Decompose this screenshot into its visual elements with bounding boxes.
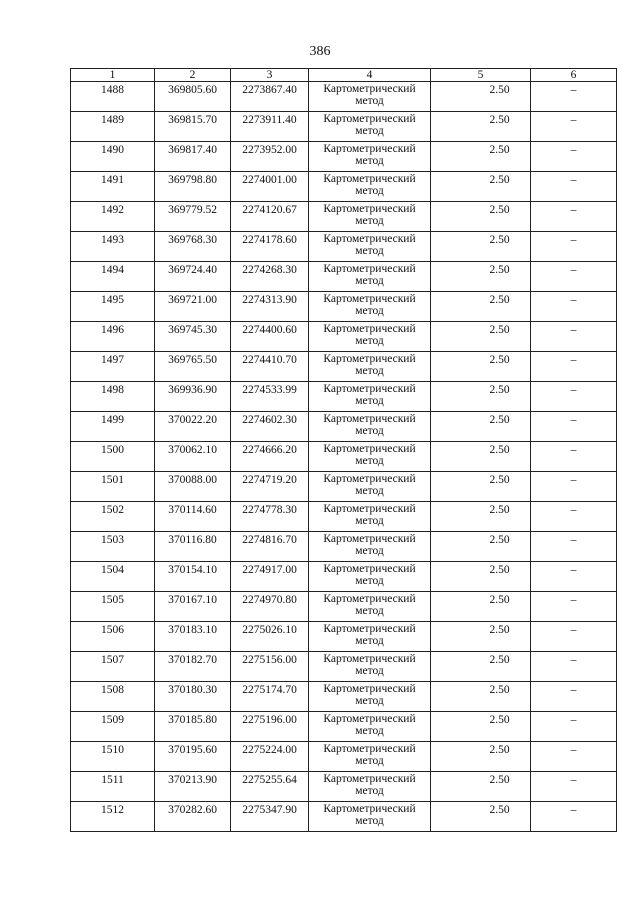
coordinate-y-cell: 2275255.64 [231,772,309,802]
note-cell: – [531,352,617,382]
note-cell: – [531,172,617,202]
table-row [71,622,617,652]
coordinate-x-cell: 370282.60 [155,802,231,832]
table-row [71,82,617,112]
precision-cell: 2.50 [431,592,531,622]
coordinate-x-cell: 369765.50 [155,352,231,382]
point-number-cell: 1507 [71,652,155,682]
point-number-cell: 1509 [71,712,155,742]
coordinate-y-cell: 2275196.00 [231,712,309,742]
note-cell: – [531,442,617,472]
page-number: 386 [309,44,331,59]
table-row [71,382,617,412]
coordinate-y-cell: 2275026.10 [231,622,309,652]
table-row [71,562,617,592]
note-cell: – [531,682,617,712]
point-number-cell: 1489 [71,112,155,142]
point-number-cell: 1496 [71,322,155,352]
table-row [71,262,617,292]
coordinate-x-cell: 370195.60 [155,742,231,772]
point-number-cell: 1506 [71,622,155,652]
table-row [71,202,617,232]
note-cell: – [531,742,617,772]
method-cell: Картометрический метод [309,172,431,202]
note-cell: – [531,262,617,292]
method-cell: Картометрический метод [309,772,431,802]
point-number-cell: 1504 [71,562,155,592]
note-cell: – [531,802,617,832]
note-cell: – [531,652,617,682]
method-cell: Картометрический метод [309,322,431,352]
precision-cell: 2.50 [431,382,531,412]
coordinate-x-cell: 369721.00 [155,292,231,322]
method-cell: Картометрический метод [309,202,431,232]
table-row [71,682,617,712]
point-number-cell: 1491 [71,172,155,202]
coordinate-y-cell: 2274178.60 [231,232,309,262]
method-cell: Картометрический метод [309,352,431,382]
table-row [71,652,617,682]
note-cell: – [531,112,617,142]
precision-cell: 2.50 [431,682,531,712]
column-header-3: 3 [231,69,309,82]
coordinate-x-cell: 369745.30 [155,322,231,352]
note-cell: – [531,562,617,592]
point-number-cell: 1494 [71,262,155,292]
table-row [71,352,617,382]
table-row [71,412,617,442]
note-cell: – [531,532,617,562]
precision-cell: 2.50 [431,472,531,502]
precision-cell: 2.50 [431,202,531,232]
precision-cell: 2.50 [431,802,531,832]
method-cell: Картометрический метод [309,442,431,472]
coordinate-y-cell: 2274602.30 [231,412,309,442]
precision-cell: 2.50 [431,142,531,172]
precision-cell: 2.50 [431,772,531,802]
precision-cell: 2.50 [431,292,531,322]
coordinate-x-cell: 369724.40 [155,262,231,292]
point-number-cell: 1490 [71,142,155,172]
method-cell: Картометрический метод [309,412,431,442]
note-cell: – [531,142,617,172]
coordinate-x-cell: 370022.20 [155,412,231,442]
coordinate-y-cell: 2274001.00 [231,172,309,202]
method-cell: Картометрический метод [309,382,431,412]
coordinate-y-cell: 2274400.60 [231,322,309,352]
coordinate-x-cell: 369779.52 [155,202,231,232]
method-cell: Картометрический метод [309,232,431,262]
point-number-cell: 1492 [71,202,155,232]
precision-cell: 2.50 [431,82,531,112]
header-row [71,69,617,82]
point-number-cell: 1497 [71,352,155,382]
column-header-5: 5 [431,69,531,82]
note-cell: – [531,382,617,412]
coordinate-x-cell: 370180.30 [155,682,231,712]
point-number-cell: 1510 [71,742,155,772]
coordinate-x-cell: 370062.10 [155,442,231,472]
table-row [71,802,617,832]
method-cell: Картометрический метод [309,532,431,562]
precision-cell: 2.50 [431,622,531,652]
method-cell: Картометрический метод [309,472,431,502]
coordinate-y-cell: 2275174.70 [231,682,309,712]
table-row [71,142,617,172]
note-cell: – [531,292,617,322]
coordinate-y-cell: 2274313.90 [231,292,309,322]
note-cell: – [531,232,617,262]
precision-cell: 2.50 [431,232,531,262]
column-header-6: 6 [531,69,617,82]
point-number-cell: 1500 [71,442,155,472]
column-header-1: 1 [71,69,155,82]
method-cell: Картометрический метод [309,622,431,652]
coordinate-y-cell: 2275224.00 [231,742,309,772]
point-number-cell: 1511 [71,772,155,802]
precision-cell: 2.50 [431,562,531,592]
precision-cell: 2.50 [431,712,531,742]
table-row [71,742,617,772]
method-cell: Картометрический метод [309,562,431,592]
coordinate-x-cell: 369798.80 [155,172,231,202]
coordinate-x-cell: 370088.00 [155,472,231,502]
point-number-cell: 1505 [71,592,155,622]
coordinate-x-cell: 370116.80 [155,532,231,562]
coordinate-y-cell: 2274410.70 [231,352,309,382]
coordinate-x-cell: 369936.90 [155,382,231,412]
coordinate-x-cell: 369817.40 [155,142,231,172]
table-header [71,69,617,82]
coordinate-y-cell: 2274666.20 [231,442,309,472]
point-number-cell: 1512 [71,802,155,832]
coordinate-y-cell: 2273952.00 [231,142,309,172]
table-body [71,82,617,832]
note-cell: – [531,322,617,352]
coordinate-x-cell: 370114.60 [155,502,231,532]
point-number-cell: 1499 [71,412,155,442]
precision-cell: 2.50 [431,352,531,382]
method-cell: Картометрический метод [309,262,431,292]
coordinate-x-cell: 370167.10 [155,592,231,622]
precision-cell: 2.50 [431,322,531,352]
method-cell: Картометрический метод [309,112,431,142]
method-cell: Картометрический метод [309,82,431,112]
coordinate-y-cell: 2274917.00 [231,562,309,592]
method-cell: Картометрический метод [309,802,431,832]
method-cell: Картометрический метод [309,712,431,742]
coordinate-y-cell: 2274268.30 [231,262,309,292]
point-number-cell: 1498 [71,382,155,412]
note-cell: – [531,82,617,112]
coordinate-x-cell: 370182.70 [155,652,231,682]
precision-cell: 2.50 [431,262,531,292]
table-row [71,442,617,472]
precision-cell: 2.50 [431,442,531,472]
coordinate-y-cell: 2274778.30 [231,502,309,532]
table-row [71,232,617,262]
table-row [71,712,617,742]
precision-cell: 2.50 [431,172,531,202]
coordinate-y-cell: 2274719.20 [231,472,309,502]
precision-cell: 2.50 [431,532,531,562]
note-cell: – [531,472,617,502]
precision-cell: 2.50 [431,742,531,772]
method-cell: Картометрический метод [309,592,431,622]
coordinate-y-cell: 2274533.99 [231,382,309,412]
coordinate-y-cell: 2275156.00 [231,652,309,682]
point-number-cell: 1495 [71,292,155,322]
table-row [71,502,617,532]
note-cell: – [531,412,617,442]
coordinate-x-cell: 369805.60 [155,82,231,112]
point-number-cell: 1502 [71,502,155,532]
table-row [71,322,617,352]
table-row [71,172,617,202]
coordinate-y-cell: 2273911.40 [231,112,309,142]
table-row [71,472,617,502]
note-cell: – [531,202,617,232]
point-number-cell: 1501 [71,472,155,502]
note-cell: – [531,502,617,532]
note-cell: – [531,622,617,652]
method-cell: Картометрический метод [309,742,431,772]
coordinate-y-cell: 2274816.70 [231,532,309,562]
point-number-cell: 1493 [71,232,155,262]
table-row [71,112,617,142]
method-cell: Картометрический метод [309,502,431,532]
method-cell: Картометрический метод [309,682,431,712]
coordinate-y-cell: 2274970.80 [231,592,309,622]
coordinate-x-cell: 369768.30 [155,232,231,262]
coordinate-x-cell: 370183.10 [155,622,231,652]
method-cell: Картометрический метод [309,652,431,682]
table-row [71,772,617,802]
table-row [71,592,617,622]
coordinate-x-cell: 369815.70 [155,112,231,142]
method-cell: Картометрический метод [309,142,431,172]
coordinate-y-cell: 2274120.67 [231,202,309,232]
method-cell: Картометрический метод [309,292,431,322]
table-row [71,532,617,562]
precision-cell: 2.50 [431,652,531,682]
coordinates-table [70,68,617,832]
precision-cell: 2.50 [431,112,531,142]
coordinate-x-cell: 370185.80 [155,712,231,742]
precision-cell: 2.50 [431,412,531,442]
coordinate-x-cell: 370213.90 [155,772,231,802]
coordinate-x-cell: 370154.10 [155,562,231,592]
precision-cell: 2.50 [431,502,531,532]
column-header-4: 4 [309,69,431,82]
point-number-cell: 1508 [71,682,155,712]
note-cell: – [531,712,617,742]
note-cell: – [531,772,617,802]
column-header-2: 2 [155,69,231,82]
coordinate-y-cell: 2273867.40 [231,82,309,112]
point-number-cell: 1503 [71,532,155,562]
coordinate-y-cell: 2275347.90 [231,802,309,832]
table-row [71,292,617,322]
point-number-cell: 1488 [71,82,155,112]
note-cell: – [531,592,617,622]
